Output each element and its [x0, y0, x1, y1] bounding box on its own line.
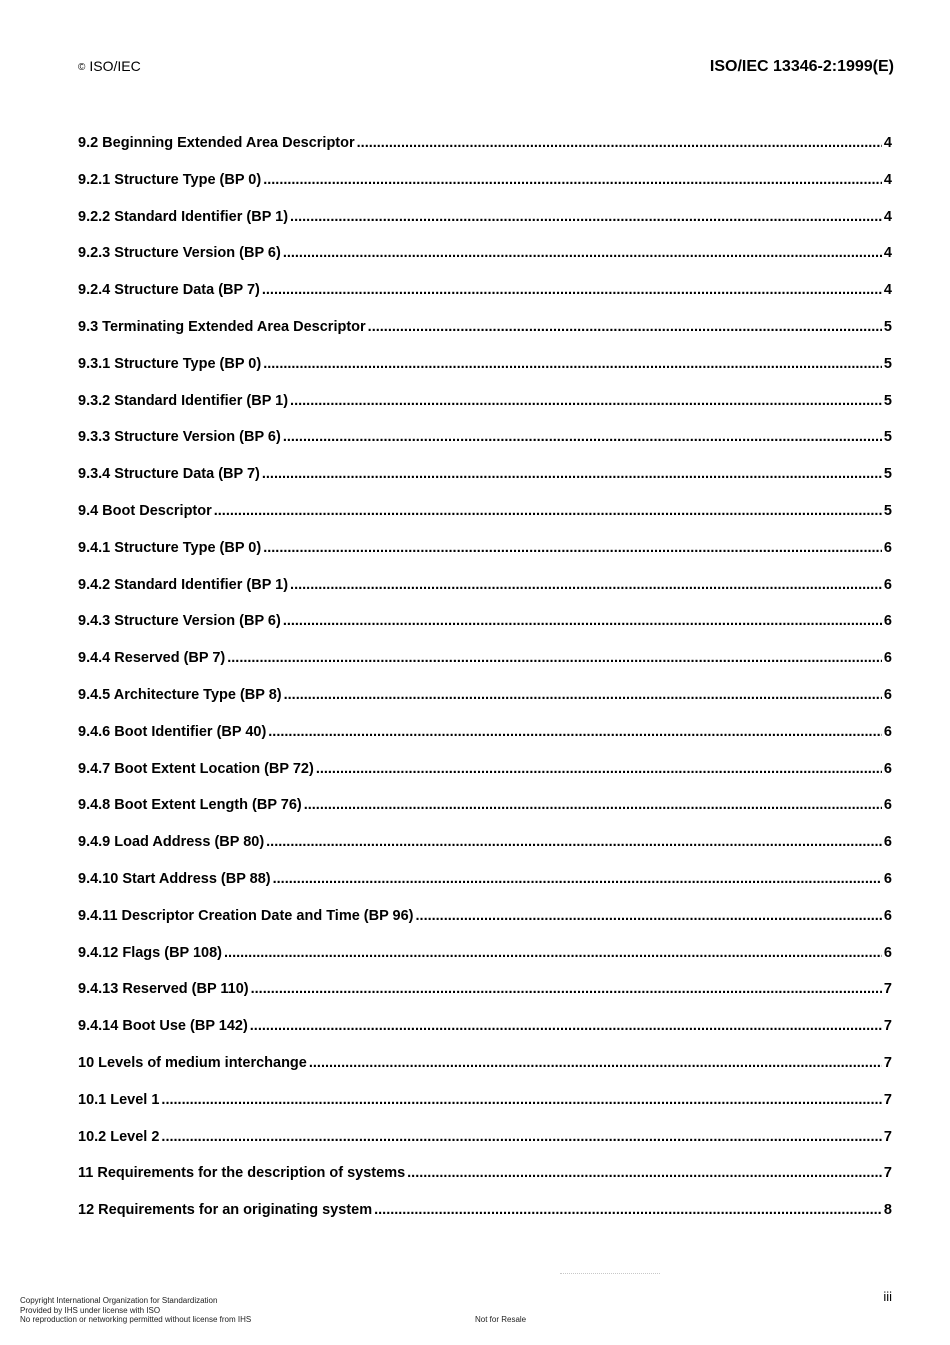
toc-dot-leader [316, 751, 882, 788]
toc-entry[interactable] [78, 1192, 892, 1229]
toc-entry[interactable] [78, 199, 892, 236]
toc-entry[interactable] [78, 640, 892, 677]
toc-entry[interactable] [78, 272, 892, 309]
toc-entry-title: 9.4 Boot Descriptor [78, 502, 212, 519]
toc-entry-page: 7 [883, 1165, 892, 1182]
toc-entry-page: 6 [883, 539, 892, 556]
header-org-text: ISO/IEC [89, 58, 141, 74]
toc-entry-page: 6 [883, 576, 892, 593]
toc-dot-leader [284, 677, 882, 714]
toc-dot-leader [263, 162, 882, 199]
toc-entry-title: 9.2 Beginning Extended Area Descriptor [78, 135, 355, 151]
toc-dot-leader [263, 530, 882, 567]
toc-dot-leader [268, 714, 882, 751]
copyright-footer [20, 1296, 251, 1325]
toc-entry[interactable] [78, 971, 892, 1008]
toc-entry-title: 10 Levels of medium interchange [78, 1054, 307, 1071]
toc-entry-page: 6 [883, 870, 892, 887]
toc-entry-page: 5 [883, 429, 892, 446]
toc-entry-title: 12 Requirements for an originating system [78, 1202, 373, 1219]
page-number: iii [883, 1289, 892, 1304]
toc-entry-page: 4 [883, 135, 892, 151]
toc-entry[interactable] [78, 751, 892, 788]
toc-entry[interactable] [78, 530, 892, 567]
footer-line-3: No reproduction or networking permitted without license from IHS [20, 1315, 252, 1324]
toc-entry-title: 9.2.3 Structure Version (BP 6) [78, 245, 281, 262]
toc-entry-title: 9.4.1 Structure Type (BP 0) [78, 539, 262, 556]
toc-entry[interactable] [78, 1155, 892, 1192]
toc-entry-title: 9.4.4 Reserved (BP 7) [78, 650, 226, 667]
toc-entry[interactable] [78, 1008, 892, 1045]
toc-dot-leader [374, 1192, 882, 1229]
toc-entry-title: 10.2 Level 2 [78, 1128, 160, 1145]
toc-entry-page: 6 [883, 834, 892, 851]
toc-dot-leader [214, 493, 882, 530]
toc-entry-page: 6 [883, 686, 892, 703]
toc-entry[interactable] [78, 493, 892, 530]
toc-entry[interactable] [78, 677, 892, 714]
header-org [78, 58, 141, 74]
toc-entry[interactable] [78, 346, 892, 383]
toc-dot-leader [283, 419, 882, 456]
toc-entry[interactable] [78, 861, 892, 898]
footer-line-1: Copyright International Organization for Standardization [20, 1296, 218, 1305]
toc-entry-page: 6 [883, 650, 892, 667]
toc-entry-page: 6 [883, 613, 892, 630]
toc-entry-page: 7 [883, 1054, 892, 1071]
toc-entry-page: 5 [883, 355, 892, 372]
toc-entry-title: 9.4.13 Reserved (BP 110) [78, 981, 249, 998]
toc-entry[interactable] [78, 898, 892, 935]
toc-entry-page: 5 [883, 318, 892, 335]
table-of-contents [78, 125, 892, 1229]
toc-entry-page: 7 [883, 1018, 892, 1035]
toc-entry-title: 9.2.4 Structure Data (BP 7) [78, 282, 260, 299]
toc-entry[interactable] [78, 935, 892, 972]
toc-entry-title: 11 Requirements for the description of systems [78, 1165, 406, 1182]
toc-entry-title: 9.2.1 Structure Type (BP 0) [78, 171, 262, 188]
toc-entry[interactable] [78, 1119, 892, 1156]
toc-dot-leader [262, 456, 882, 493]
footer-line-2: Provided by IHS under license with ISO [20, 1305, 161, 1315]
toc-dot-leader [161, 1082, 882, 1119]
toc-entry-title: 9.4.14 Boot Use (BP 142) [78, 1018, 248, 1035]
toc-entry-page: 4 [883, 245, 892, 262]
toc-entry-title: 9.4.3 Structure Version (BP 6) [78, 613, 281, 630]
toc-dot-leader [407, 1155, 882, 1192]
toc-entry-page: 6 [883, 760, 892, 777]
toc-entry-title: 9.4.9 Load Address (BP 80) [78, 834, 265, 851]
toc-entry[interactable] [78, 235, 892, 272]
toc-entry-title: 9.4.7 Boot Extent Location (BP 72) [78, 760, 314, 777]
toc-dot-leader [290, 567, 882, 604]
toc-entry[interactable] [78, 603, 892, 640]
toc-dot-leader [283, 235, 882, 272]
toc-entry-page: 6 [883, 723, 892, 740]
toc-entry-title: 9.4.10 Start Address (BP 88) [78, 870, 271, 887]
toc-entry-page: 5 [883, 466, 892, 483]
toc-entry-page: 8 [883, 1202, 892, 1219]
toc-entry-page: 5 [883, 502, 892, 519]
toc-dot-leader [263, 346, 882, 383]
toc-entry-page: 7 [883, 1128, 892, 1145]
toc-entry-page: 6 [883, 944, 892, 961]
toc-dot-leader [224, 935, 882, 972]
header-standard-number: ISO/IEC 13346-2:1999(E) [709, 58, 894, 75]
toc-entry-title: 9.4.8 Boot Extent Length (BP 76) [78, 797, 302, 814]
toc-dot-leader [368, 309, 882, 346]
scan-artifact [560, 1273, 660, 1276]
toc-entry[interactable] [78, 787, 892, 824]
toc-entry-title: 10.1 Level 1 [78, 1091, 160, 1108]
not-for-resale-notice: Not for Resale [475, 1315, 527, 1324]
toc-entry[interactable] [78, 824, 892, 861]
toc-entry-title: 9.4.2 Standard Identifier (BP 1) [78, 576, 289, 593]
toc-dot-leader [290, 199, 882, 236]
toc-entry-page: 7 [883, 1091, 892, 1108]
toc-entry-title: 9.3.4 Structure Data (BP 7) [78, 466, 260, 483]
toc-entry-page: 5 [883, 392, 892, 409]
toc-entry[interactable] [78, 309, 892, 346]
toc-dot-leader [266, 824, 882, 861]
toc-entry-page: 6 [883, 907, 892, 924]
toc-entry-page: 4 [883, 171, 892, 188]
toc-dot-leader [290, 383, 882, 420]
toc-entry[interactable] [78, 1082, 892, 1119]
toc-entry-page: 4 [883, 282, 892, 299]
toc-entry[interactable] [78, 419, 892, 456]
toc-dot-leader [283, 603, 882, 640]
toc-entry[interactable] [78, 456, 892, 493]
toc-dot-leader [273, 861, 882, 898]
toc-entry-page: 6 [883, 797, 892, 814]
toc-dot-leader [251, 971, 882, 1008]
toc-dot-leader [262, 272, 882, 309]
toc-entry-title: 9.3.1 Structure Type (BP 0) [78, 355, 262, 372]
toc-dot-leader [161, 1119, 882, 1156]
toc-entry-title: 9.3 Terminating Extended Area Descriptor [78, 318, 366, 335]
toc-entry[interactable] [78, 567, 892, 604]
toc-dot-leader [309, 1045, 882, 1082]
toc-entry[interactable] [78, 383, 892, 420]
toc-entry-page: 7 [883, 981, 892, 998]
copyright-symbol: © [78, 62, 86, 73]
toc-entry-title: 9.3.2 Standard Identifier (BP 1) [78, 392, 289, 409]
toc-entry[interactable] [78, 1045, 892, 1082]
toc-entry-title: 9.2.2 Standard Identifier (BP 1) [78, 208, 289, 225]
toc-entry[interactable] [78, 162, 892, 199]
toc-dot-leader [250, 1008, 882, 1045]
toc-entry-title: 9.4.11 Descriptor Creation Date and Time (BP 96) [78, 907, 414, 924]
toc-dot-leader [357, 125, 882, 162]
toc-entry[interactable] [78, 125, 892, 162]
toc-entry[interactable] [78, 714, 892, 751]
toc-dot-leader [304, 787, 882, 824]
toc-entry-title: 9.4.5 Architecture Type (BP 8) [78, 686, 282, 703]
toc-dot-leader [227, 640, 882, 677]
toc-entry-title: 9.4.6 Boot Identifier (BP 40) [78, 723, 267, 740]
toc-dot-leader [416, 898, 882, 935]
toc-entry-title: 9.4.12 Flags (BP 108) [78, 944, 223, 961]
toc-entry-page: 4 [883, 208, 892, 225]
toc-entry-title: 9.3.3 Structure Version (BP 6) [78, 429, 281, 446]
